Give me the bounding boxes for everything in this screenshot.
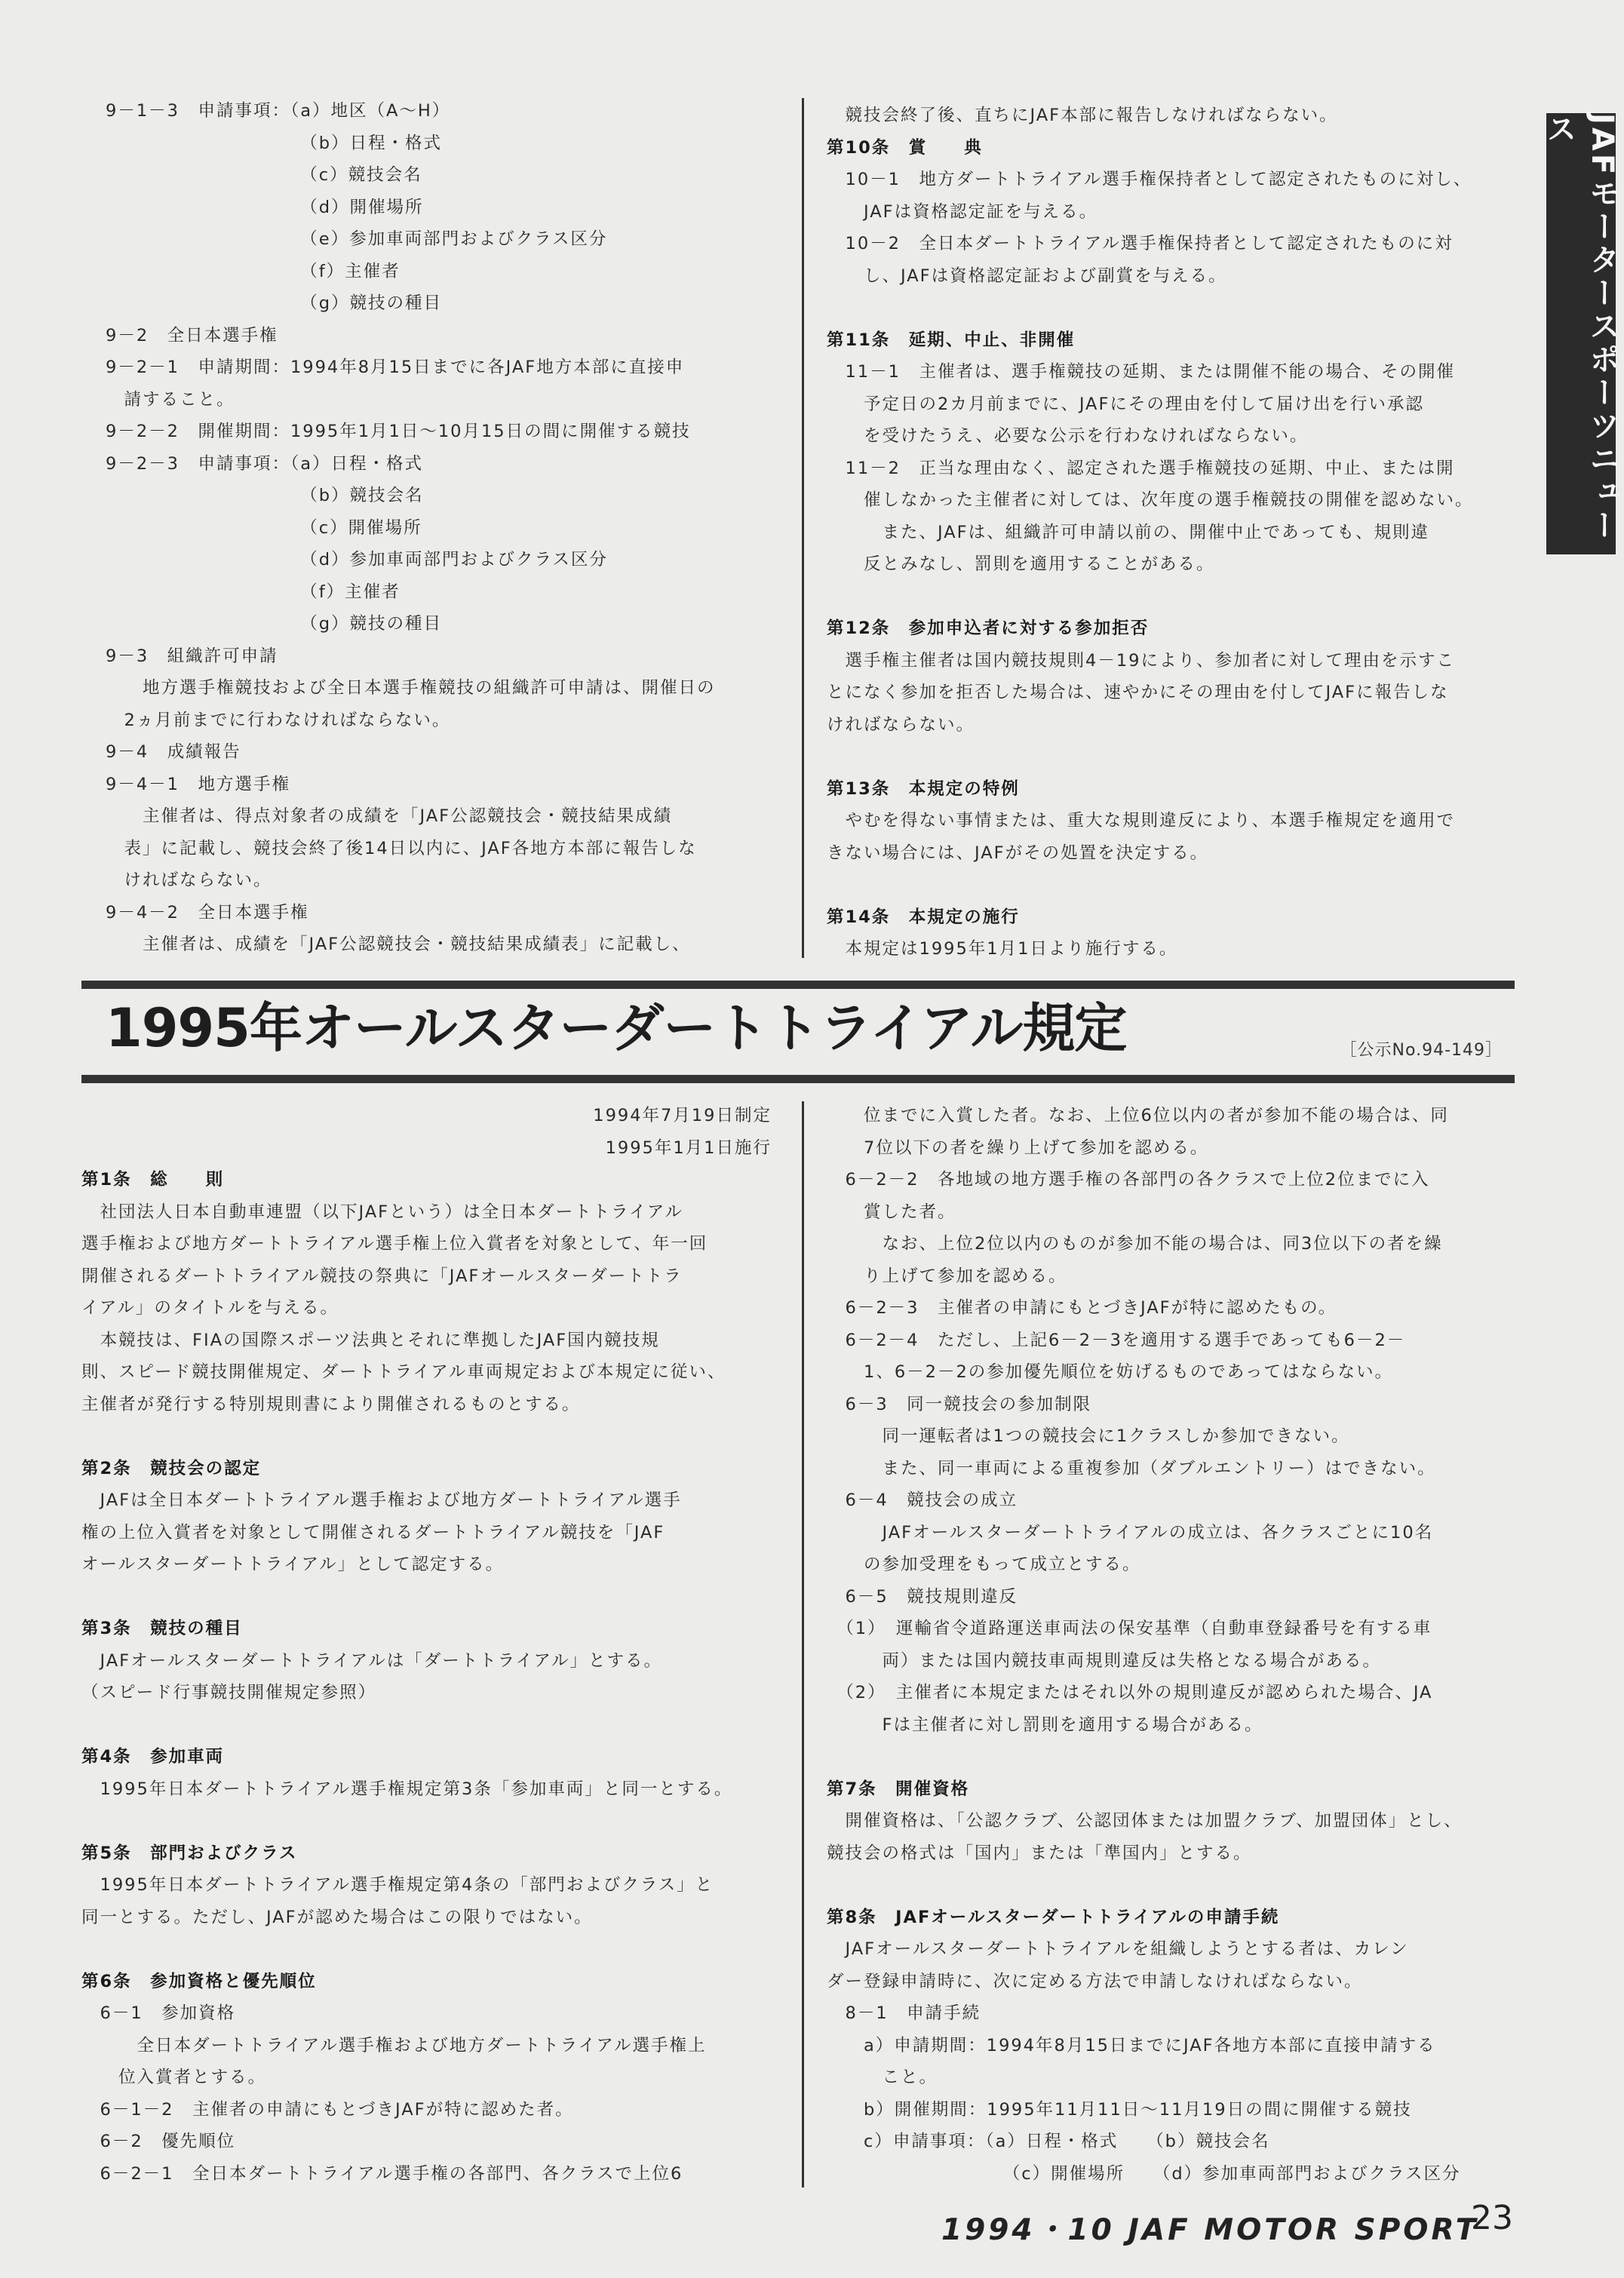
section-tab <box>1542 113 1619 554</box>
text-line <box>827 581 1521 613</box>
text-line: 1995年1月1日施行 <box>605 1137 772 1158</box>
text-line: 賞した者。 <box>827 1202 956 1222</box>
text-line: 第4条 参加車両 <box>81 1747 225 1767</box>
text-line: 1995年日本ダートトライアル選手権規定第4条の「部門およびクラス」と <box>81 1875 714 1895</box>
text-line: 1995年日本ダートトライアル選手権規定第3条「参加車両」と同一とする。 <box>81 1779 733 1799</box>
text-line: 選手権および地方ダートトライアル選手権上位入賞者を対象として、年一回 <box>81 1234 708 1254</box>
text-line: 6－1 参加資格 <box>81 2003 236 2023</box>
text-line: Fは主催者に対し罰則を適用する場合がある。 <box>827 1715 1263 1735</box>
text-line: 主催者は、得点対象者の成績を「JAF公認競技会・競技結果成績 <box>106 806 673 826</box>
text-line: JAFオールスターダートトライアルは「ダートトライアル」とする。 <box>81 1650 662 1671</box>
text-line: 6－2－4 ただし、上記6－2－3を適用する選手であっても6－2－ <box>827 1330 1406 1350</box>
text-line: 9－4 成績報告 <box>106 742 241 762</box>
bottom-left-column <box>81 1100 772 2190</box>
text-line: を受けたうえ、必要な公示を行わなければならない。 <box>827 426 1309 446</box>
text-line: 6－3 同一競技会の参加制限 <box>827 1394 1092 1414</box>
text-line: 11－2 正当な理由なく、認定された選手権競技の延期、中止、または開 <box>827 458 1455 478</box>
text-line: （g）競技の種目 <box>106 614 443 634</box>
text-line: 選手権主催者は国内競技規則4－19により、参加者に対して理由を示すこ <box>827 650 1455 671</box>
section-tab-label: JAFモータースポーツニュース <box>1542 113 1619 543</box>
text-line: 1、6－2－2の参加優先順位を妨げるものであってはならない。 <box>827 1362 1394 1382</box>
text-line: 第8条 JAFオールスターダートトライアルの申請手続 <box>827 1907 1280 1927</box>
text-line: JAFは全日本ダートトライアル選手権および地方ダートトライアル選手 <box>81 1491 682 1510</box>
text-line: 競技会の格式は「国内」または「準国内」とする。 <box>827 1843 1252 1863</box>
text-line: 第10条 賞 典 <box>827 137 983 158</box>
text-line <box>827 741 1521 773</box>
text-line: 11－1 主催者は、選手権競技の延期、または開催不能の場合、その開催 <box>827 362 1455 382</box>
text-line: 反とみなし、罰則を適用することがある。 <box>827 554 1215 574</box>
text-line: 6－2 優先順位 <box>81 2132 236 2151</box>
text-line: 10－1 地方ダートトライアル選手権保持者として認定されたものに対し、 <box>827 170 1472 189</box>
top-right-column <box>827 100 1521 966</box>
text-line <box>81 1581 772 1613</box>
text-line: （スピード行事競技開催規定参照） <box>81 1683 377 1702</box>
text-line: 第7条 開催資格 <box>827 1779 970 1799</box>
text-line: （1） 運輸省令道路運送車両法の保安基準（自動車登録番号を有する車 <box>827 1619 1432 1638</box>
text-line: （2） 主催者に本規定またはそれ以外の規則違反が認められた場合、JA <box>827 1683 1433 1702</box>
text-line: 第6条 参加資格と優先順位 <box>81 1971 317 1991</box>
text-line: （c）開催場所 （d）参加車両部門およびクラス区分 <box>827 2163 1461 2184</box>
text-line: 第13条 本規定の特例 <box>827 778 1020 799</box>
text-line: イアル」のタイトルを与える。 <box>81 1298 339 1318</box>
text-line: b）開催期間：1995年11月11日～11月19日の間に開催する競技 <box>827 2099 1412 2120</box>
footer-magazine: 1994・10 JAF MOTOR SPORT <box>941 2213 1479 2247</box>
text-line: り上げて参加を認める。 <box>827 1266 1067 1286</box>
text-line: （b）日程・格式 <box>106 133 443 153</box>
text-line: ければならない。 <box>106 870 272 890</box>
text-line: 6－5 競技規則違反 <box>827 1586 1018 1607</box>
text-line: きない場合には、JAFがその処置を決定する。 <box>827 843 1209 863</box>
text-line: 請すること。 <box>106 389 235 410</box>
text-line: 位入賞者とする。 <box>81 2068 267 2087</box>
text-line: 9－2－3 申請事項：（a）日程・格式 <box>106 453 423 474</box>
text-line: 競技会終了後、直ちにJAF本部に報告しなければならない。 <box>827 106 1338 125</box>
text-line <box>81 1709 772 1742</box>
text-line: やむを得ない事情または、重大な規則違反により、本選手権規定を適用で <box>827 811 1456 830</box>
text-line: 両）または国内競技車両規則違反は失格となる場合がある。 <box>827 1650 1382 1671</box>
text-line: なお、上位2位以内のものが参加不能の場合は、同3位以下の者を繰 <box>827 1234 1443 1254</box>
text-line: 主催者が発行する特別規則書により開催されるものとする。 <box>81 1394 581 1414</box>
text-line: 第3条 競技の種目 <box>81 1619 243 1638</box>
text-line: 本競技は、FIAの国際スポーツ法典とそれに準拠したJAF国内競技規 <box>81 1330 660 1350</box>
text-line: 9－4－1 地方選手権 <box>106 774 290 794</box>
text-line: 9－2 全日本選手権 <box>106 325 278 345</box>
text-line: こと。 <box>827 2068 938 2087</box>
column-divider-top <box>802 98 804 958</box>
bottom-right-column <box>827 1100 1521 2190</box>
text-line: 1994年7月19日制定 <box>593 1106 772 1125</box>
text-line: 9－1－3 申請事項：（a）地区（A～H） <box>106 101 451 121</box>
text-line: （g）競技の種目 <box>106 293 443 313</box>
text-line <box>827 869 1521 901</box>
text-line: 社団法人日本自動車連盟（以下JAFという）は全日本ダートトライアル <box>81 1202 683 1222</box>
text-line: 6－2－1 全日本ダートトライアル選手権の各部門、各クラスで上位6 <box>81 2163 683 2184</box>
text-line: JAFオールスターダートトライアルの成立は、各クラスごとに10名 <box>827 1522 1434 1543</box>
text-line: し、JAFは資格認定証および副賞を与える。 <box>827 266 1227 286</box>
notice-number: ［公示No.94-149］ <box>1340 1041 1503 1060</box>
text-line: 同一とする。ただし、JAFが認めた場合はこの限りではない。 <box>81 1907 593 1927</box>
text-line: 第12条 参加申込者に対する参加拒否 <box>827 619 1150 638</box>
text-line: 6－1－2 主催者の申請にもとづきJAFが特に認めた者。 <box>81 2099 574 2120</box>
text-line: 10－2 全日本ダートトライアル選手権保持者として認定されたものに対 <box>827 234 1454 253</box>
text-line: 第5条 部門およびクラス <box>81 1843 298 1863</box>
text-line <box>827 292 1521 324</box>
column-divider-bottom <box>802 1101 804 2187</box>
text-line: 開催されるダートトライアル競技の祭典に「JAFオールスターダートトラ <box>81 1266 683 1286</box>
text-line: 6－4 競技会の成立 <box>827 1491 1018 1510</box>
text-line: 9－2－2 開催期間：1995年1月1日～10月15日の間に開催する競技 <box>106 422 691 441</box>
text-line: a）申請期間：1994年8月15日までにJAF各地方本部に直接申請する <box>827 2035 1436 2055</box>
text-line: オールスターダートトライアル」として認定する。 <box>81 1555 505 1574</box>
text-line: 6－2－3 主催者の申請にもとづきJAFが特に認めたもの。 <box>827 1298 1337 1318</box>
text-line: 7位以下の者を繰り上げて参加を認める。 <box>827 1137 1209 1158</box>
page-title: 1995年オールスターダートトライアル規定 <box>106 997 1127 1059</box>
text-line: 地方選手権競技および全日本選手権競技の組織許可申請は、開催日の <box>106 678 716 698</box>
text-line: （f）主催者 <box>106 582 401 602</box>
text-line: また、同一車両による重複参加（ダブルエントリー）はできない。 <box>827 1458 1436 1478</box>
text-line: （c）競技会名 <box>106 165 422 185</box>
text-line: 催しなかった主催者に対しては、次年度の選手権競技の開催を認めない。 <box>827 490 1474 510</box>
text-line: （c）開催場所 <box>106 517 422 538</box>
text-line: （d）開催場所 <box>106 197 424 217</box>
text-line <box>827 1869 1521 1902</box>
text-line: 9－3 組織許可申請 <box>106 646 278 666</box>
text-line: 第14条 本規定の施行 <box>827 907 1020 927</box>
title-rule-bottom <box>81 1075 1515 1083</box>
text-line: （f）主催者 <box>106 261 401 281</box>
text-line: また、JAFは、組織許可申請以前の、開催中止であっても、規則違 <box>827 522 1429 542</box>
text-line: c）申請事項：（a）日程・格式 （b）競技会名 <box>827 2132 1270 2151</box>
text-line: JAFは資格認定証を与える。 <box>827 201 1098 222</box>
text-line: 第11条 延期、中止、非開催 <box>827 330 1076 350</box>
text-line: 6－2－2 各地域の地方選手権の各部門の各クラスで上位2位までに入 <box>827 1170 1430 1190</box>
text-line: 第1条 総 則 <box>81 1170 225 1190</box>
text-line: （d）参加車両部門およびクラス区分 <box>106 550 608 570</box>
text-line: ダー登録申請時に、次に定める方法で申請しなければならない。 <box>827 1971 1363 1991</box>
title-rule-top <box>81 981 1515 989</box>
text-line: 開催資格は、「公認クラブ、公認団体または加盟クラブ、加盟団体」とし、 <box>827 1811 1463 1831</box>
text-line: 第2条 競技会の認定 <box>81 1458 262 1478</box>
text-line <box>81 1805 772 1837</box>
text-line: 同一運転者は1つの競技会に1クラスしか参加できない。 <box>827 1426 1350 1446</box>
text-line: ければならない。 <box>827 714 975 735</box>
page-number: 23 <box>1471 2199 1513 2237</box>
top-left-column <box>106 95 769 961</box>
text-line: 権の上位入賞者を対象として開催されるダートトライアル競技を「JAF <box>81 1522 665 1543</box>
text-line: とになく参加を拒否した場合は、速やかにその理由を付してJAFに報告しな <box>827 683 1449 702</box>
text-line: 則、スピード競技開催規定、ダートトライアル車両規定および本規定に従い、 <box>81 1362 726 1382</box>
text-line: の参加受理をもって成立とする。 <box>827 1555 1141 1574</box>
text-line: 全日本ダートトライアル選手権および地方ダートトライアル選手権上 <box>81 2035 707 2055</box>
text-line: 9－4－2 全日本選手権 <box>106 902 309 923</box>
text-line: 本規定は1995年1月1日より施行する。 <box>827 939 1178 959</box>
text-line <box>81 1420 772 1453</box>
text-line <box>827 1741 1521 1773</box>
text-line: 表」に記載し、競技会終了後14日以内に、JAF各地方本部に報告しな <box>106 838 697 858</box>
text-line: 位までに入賞した者。なお、上位6位以内の者が参加不能の場合は、同 <box>827 1106 1449 1125</box>
text-line: 主催者は、成績を「JAF公認競技会・競技結果成績表」に記載し、 <box>106 935 691 954</box>
text-line: JAFオールスターダートトライアルを組織しようとする者は、カレン <box>827 1939 1409 1959</box>
text-line <box>81 1933 772 1966</box>
text-line: （e）参加車両部門およびクラス区分 <box>106 229 608 249</box>
text-line: （b）競技会名 <box>106 486 424 505</box>
text-line: 8－1 申請手続 <box>827 2003 981 2023</box>
text-line: 2ヵ月前までに行わなければならない。 <box>106 710 451 730</box>
text-line: 9－2－1 申請期間：1994年8月15日までに各JAF地方本部に直接申 <box>106 358 685 377</box>
text-line: 予定日の2カ月前までに、JAFにその理由を付して届け出を行い承認 <box>827 394 1424 414</box>
